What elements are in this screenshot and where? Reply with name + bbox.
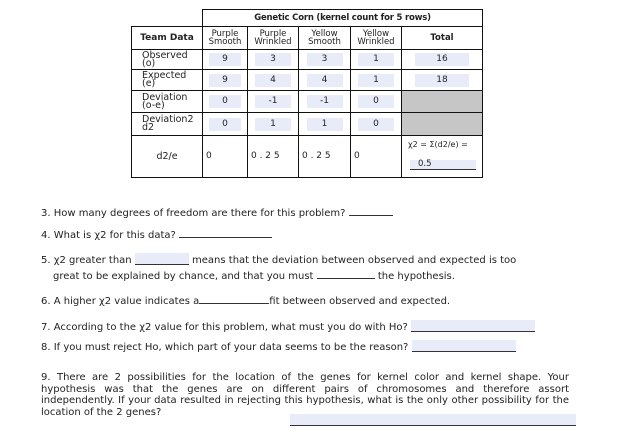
q4-answer-field[interactable] [179, 227, 272, 238]
deviation2-yellow-wrinkled-field[interactable]: 0 [358, 118, 394, 131]
deviation-purple-smooth-field[interactable]: 0 [209, 95, 241, 108]
expected-total-field[interactable]: 18 [415, 74, 469, 87]
expected-purple-smooth-field[interactable]: 9 [209, 74, 241, 87]
deviation2-total-gray [402, 113, 483, 136]
row-label: Observed (o) [132, 50, 203, 70]
question-6-text-b: fit between observed and expected. [269, 296, 451, 307]
row-expected [132, 70, 483, 91]
deviation2-purple-smooth-field[interactable]: 0 [209, 118, 241, 131]
question-6-text-a: 6. A higher χ2 value indicates a [41, 296, 200, 307]
q8-answer-field[interactable] [412, 340, 516, 352]
header-yellow-wrinkled: Yellow Wrinkled [351, 27, 402, 50]
q5-threshold-field[interactable] [135, 253, 189, 265]
deviation-total-gray [402, 91, 483, 113]
question-6 [41, 293, 450, 307]
row-deviation [132, 91, 483, 113]
question-8-text: 8. If you must reject Ho, which part of your data seems to be the reason? [41, 342, 409, 353]
row-label: Deviation2 d2 [132, 113, 203, 136]
header-purple-smooth: Purple Smooth [203, 27, 248, 50]
row-label: Deviation (o-e) [132, 91, 203, 113]
genetic-corn-table [131, 9, 483, 178]
d2e-yellow-smooth-field[interactable]: 0 . 2 5 [299, 150, 348, 163]
question-7-text: 7. According to the χ2 value for this problem, what must you do with Ho? [41, 322, 408, 333]
expected-yellow-wrinkled-field[interactable]: 1 [358, 74, 394, 87]
expected-yellow-smooth-field[interactable]: 4 [307, 74, 343, 87]
question-9 [41, 372, 569, 418]
header-total: Total [402, 27, 483, 50]
question-4 [41, 227, 272, 241]
question-5-line1 [41, 253, 516, 266]
observed-yellow-smooth-field[interactable]: 3 [307, 53, 343, 66]
row-deviation2 [132, 113, 483, 136]
row-observed [132, 50, 483, 70]
chi-square-value-field[interactable]: 0.5 [410, 160, 476, 170]
deviation-purple-wrinkled-field[interactable]: -1 [255, 95, 291, 108]
observed-total-field[interactable]: 16 [415, 53, 469, 66]
question-4-text: 4. What is χ2 for this data? [41, 230, 176, 241]
question-3-text: 3. How many degrees of freedom are there for this problem? [41, 208, 346, 219]
question-5-text-d: the hypothesis. [377, 271, 455, 282]
question-5-text-c: great to be explained by chance, and that you must [53, 271, 314, 282]
question-5-line2 [53, 268, 455, 282]
q7-answer-field[interactable] [411, 320, 535, 332]
question-5-text-a: 5. χ2 greater than [41, 255, 132, 266]
question-5-text-b: means that the deviation between observed and expected is too [192, 255, 517, 266]
d2e-purple-wrinkled-field[interactable]: 0 . 2 5 [248, 150, 297, 163]
observed-purple-smooth-field[interactable]: 9 [209, 53, 241, 66]
deviation2-purple-wrinkled-field[interactable]: 1 [255, 118, 291, 131]
question-3 [41, 205, 393, 219]
table-title: Genetic Corn (kernel count for 5 rows) [203, 10, 483, 27]
observed-purple-wrinkled-field[interactable]: 3 [255, 53, 291, 66]
deviation-yellow-smooth-field[interactable]: -1 [307, 95, 343, 108]
row-label: Expected (e) [132, 70, 203, 91]
chi-square-formula: χ2 = Σ(d2/e) = [408, 140, 468, 149]
header-yellow-smooth: Yellow Smooth [299, 27, 351, 50]
question-9-text: 9. There are 2 possibilities for the location of the genes for kernel color and kernel shape. Your hypothesis was that the genes are on different pairs of chromosomes and therefore assort independently. If your data resulted in rejecting this hypothesis, what is the only other possibility for the location of the 2 genes? [41, 372, 569, 418]
q9-answer-field[interactable] [290, 414, 576, 426]
row-d2e [132, 136, 483, 178]
q6-answer-field[interactable] [199, 293, 269, 304]
deviation-yellow-wrinkled-field[interactable]: 0 [358, 95, 394, 108]
d2e-yellow-wrinkled-field[interactable]: 0 [351, 150, 400, 163]
header-purple-wrinkled: Purple Wrinkled [248, 27, 299, 50]
q3-answer-field[interactable] [349, 205, 393, 216]
question-7 [41, 320, 535, 333]
d2e-purple-smooth-field[interactable]: 0 [203, 150, 246, 163]
observed-yellow-wrinkled-field[interactable]: 1 [358, 53, 394, 66]
team-data-header: Team Data [132, 27, 203, 50]
d2e-label: d2/e [132, 136, 203, 178]
expected-purple-wrinkled-field[interactable]: 4 [255, 74, 291, 87]
deviation2-yellow-smooth-field[interactable]: 1 [307, 118, 343, 131]
question-8 [41, 340, 516, 353]
q5-action-field[interactable] [317, 268, 375, 279]
